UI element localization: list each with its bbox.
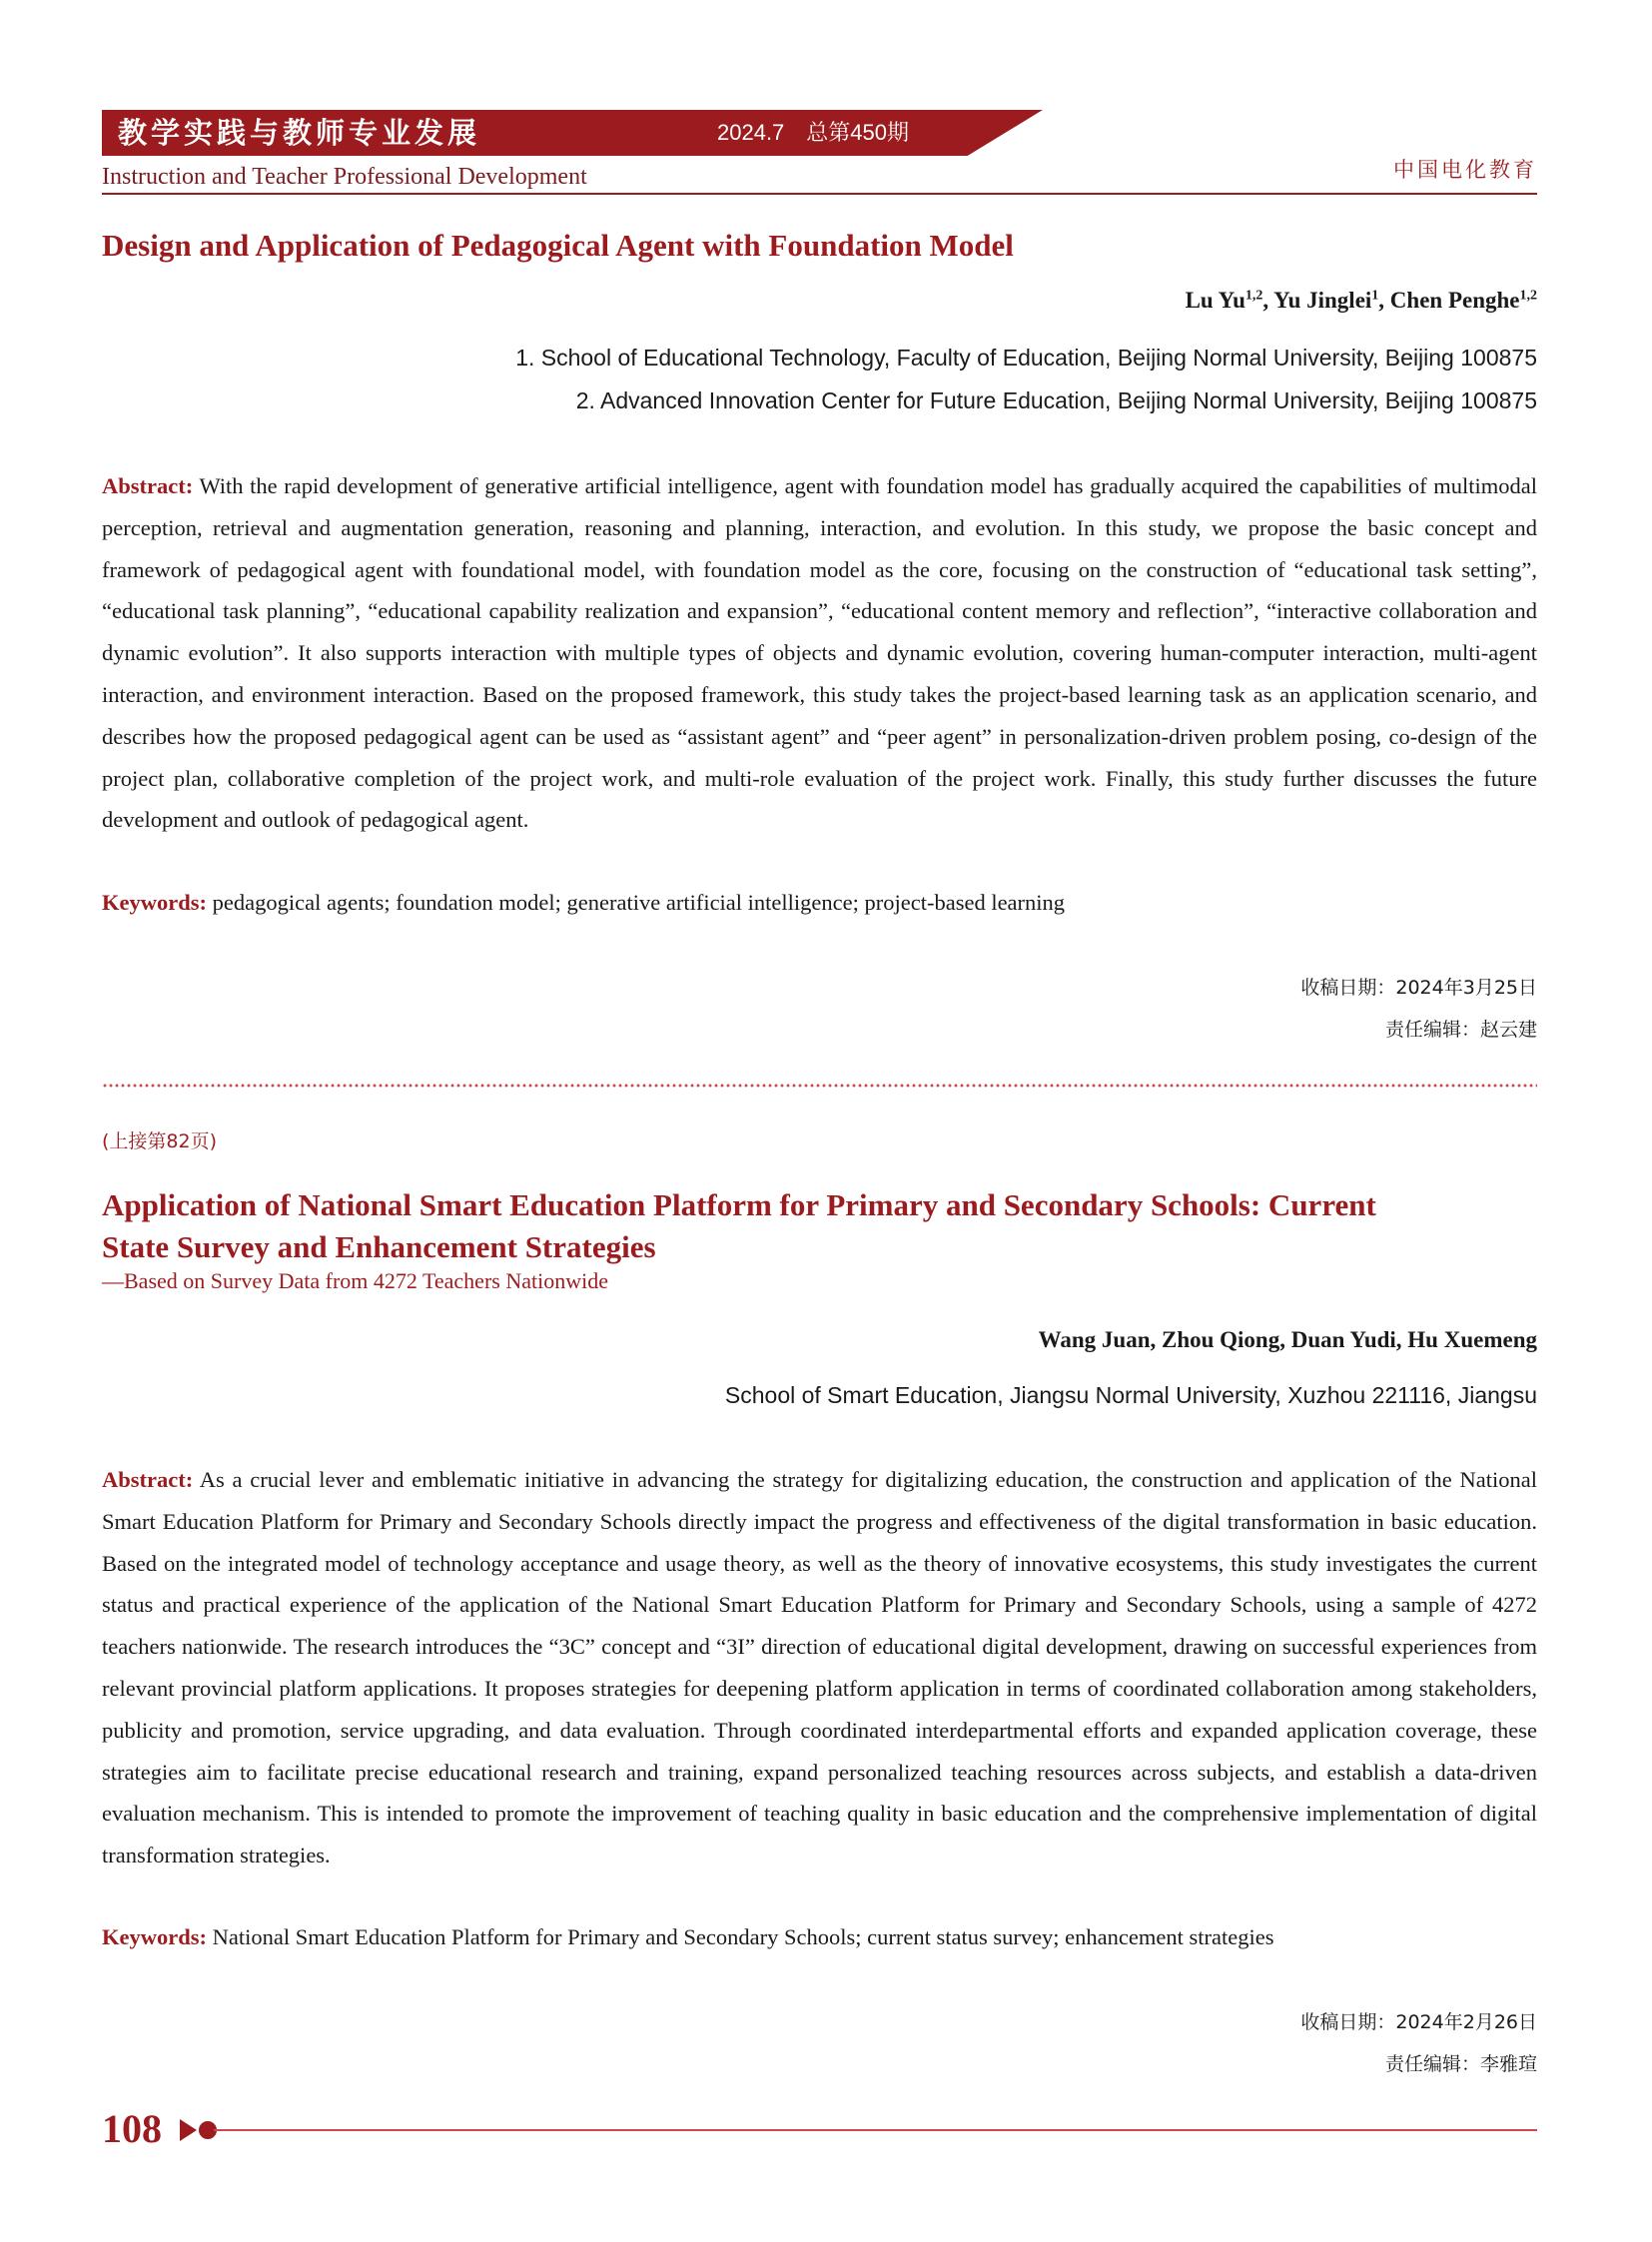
footer-rule: [214, 2129, 1537, 2131]
article2-affiliation: School of Smart Education, Jiangsu Normal University, Xuzhou 221116, Jiangsu: [724, 1382, 1537, 1408]
abstract-text: With the rapid development of generative artificial intelligence, agent with foundation model has gradually acquired the capabilities of multimodal perception, retrieval and augmentation generation, reasoning and planning, interaction, and evolution. In this study, we propose the basic concept and framework of pedagogical agent with foundational model, with foundation model as the core, focusing on the construction of “educational task setting”, “educational task planning”, “educational capability realization and expansion”, “educational content memory and reflection”, “interactive collaboration and dynamic evolution”. It also supports interaction with multiple types of objects and dynamic evolution, covering human-computer interaction, multi-agent interaction, and environment interaction. Based on the proposed framework, this study takes the project-based learning task as an application scenario, and describes how the proposed pedagogical agent can be used as “assistant agent” and “peer agent” in personalization-driven problem posing, co-design of the project plan, collaborative completion of the project work, and multi-role evaluation of the project work. Finally, this study further discusses the future development and outlook of pedagogical agent.: [102, 473, 1538, 833]
author-affil-mark: 1,2: [1244, 288, 1263, 304]
keywords-label: Keywords:: [102, 1924, 207, 1949]
author-name: Chen Penghe: [1389, 288, 1520, 313]
abstract-text: As a crucial lever and emblematic initiative in advancing the strategy for digitalizing education, the construction and application of the National Smart Education Platform for Primary and Secondary Schools directly impact the progress and effectiveness of the digital transformation in basic education. Based on the integrated model of technology acceptance and usage theory, as well as the theory of innovative ecosystems, this study investigates the current status and practical experience of the application of the National Smart Education Platform for Primary and Secondary Schools, using a sample of 4272 teachers nationwide. The research introduces the “3C” concept and “3I” direction of educational digital development, drawing on successful experiences from relevant provincial platform applications. It proposes strategies for deepening platform application in terms of coordinated collaboration among stakeholders, publicity and promotion, service upgrading, and data evaluation. Through coordinated interdepartmental efforts and expanded application coverage, these strategies aim to facilitate precise educational research and training, expand personalized teaching resources across subjects, and establish a data-driven evaluation mechanism. This is intended to promote the improvement of teaching quality in basic education and the comprehensive implementation of digital transformation strategies.: [102, 1467, 1537, 1868]
author-separator: ,: [1378, 288, 1390, 313]
abstract-label: Abstract:: [102, 1467, 194, 1492]
article2-title-line2: State Survey and Enhancement Strategies: [102, 1229, 656, 1264]
article1-editor: 责任编辑：赵云建: [1384, 1019, 1537, 1041]
article1-abstract: [102, 465, 1537, 841]
article1-received-date: 收稿日期：2024年3月25日: [1300, 977, 1537, 999]
article1-authors: [1186, 286, 1537, 316]
article2-received-date: 收稿日期：2024年2月26日: [1300, 2011, 1537, 2033]
article1-keywords: [102, 888, 1537, 918]
author-affil-mark: 1,2: [1519, 288, 1537, 304]
article1-title: Design and Application of Pedagogical Agent with Foundation Model: [102, 228, 1014, 263]
keywords-text: National Smart Education Platform for Primary and Secondary Schools; current status survey; enhancement strategies: [212, 1924, 1274, 1949]
article1-affiliation-1: 1. School of Educational Technology, Faculty of Education, Beijing Normal University, Beijing 100875: [515, 345, 1537, 371]
dotted-divider: [102, 1083, 1537, 1089]
abstract-label: Abstract:: [102, 473, 194, 498]
article2-authors: Wang Juan, Zhou Qiong, Duan Yudi, Hu Xuemeng: [1038, 1327, 1537, 1352]
column-title-en: Instruction and Teacher Professional Development: [102, 164, 587, 190]
article2-keywords: [102, 1922, 1537, 1952]
article2-title-line1: Application of National Smart Education Platform for Primary and Secondary Schools: Current: [102, 1187, 1376, 1222]
header-rule: [102, 193, 1537, 195]
author-affil-mark: 1: [1371, 288, 1379, 304]
article2-subtitle: —Based on Survey Data from 4272 Teachers Nationwide: [102, 1268, 608, 1293]
column-title-cn: 教学实践与教师专业发展: [118, 116, 481, 150]
keywords-text: pedagogical agents; foundation model; generative artificial intelligence; project-based learning: [212, 890, 1066, 915]
page-number: 108: [102, 2106, 162, 2151]
author-name: Lu Yu: [1185, 288, 1245, 313]
continued-from-note: (上接第82页): [102, 1130, 218, 1152]
article2-abstract: [102, 1459, 1537, 1876]
author-separator: ,: [1262, 288, 1274, 313]
article1-affiliation-2: 2. Advanced Innovation Center for Future Education, Beijing Normal University, Beijing 100875: [575, 387, 1537, 413]
keywords-label: Keywords:: [102, 890, 207, 915]
article2-editor: 责任编辑：李雅瑄: [1384, 2053, 1537, 2075]
journal-name: 中国电化教育: [1393, 158, 1537, 182]
triangle-icon: [180, 2119, 197, 2141]
issue-info: 2024.7 总第450期: [717, 120, 909, 145]
author-name: Yu Jinglei: [1273, 288, 1372, 313]
